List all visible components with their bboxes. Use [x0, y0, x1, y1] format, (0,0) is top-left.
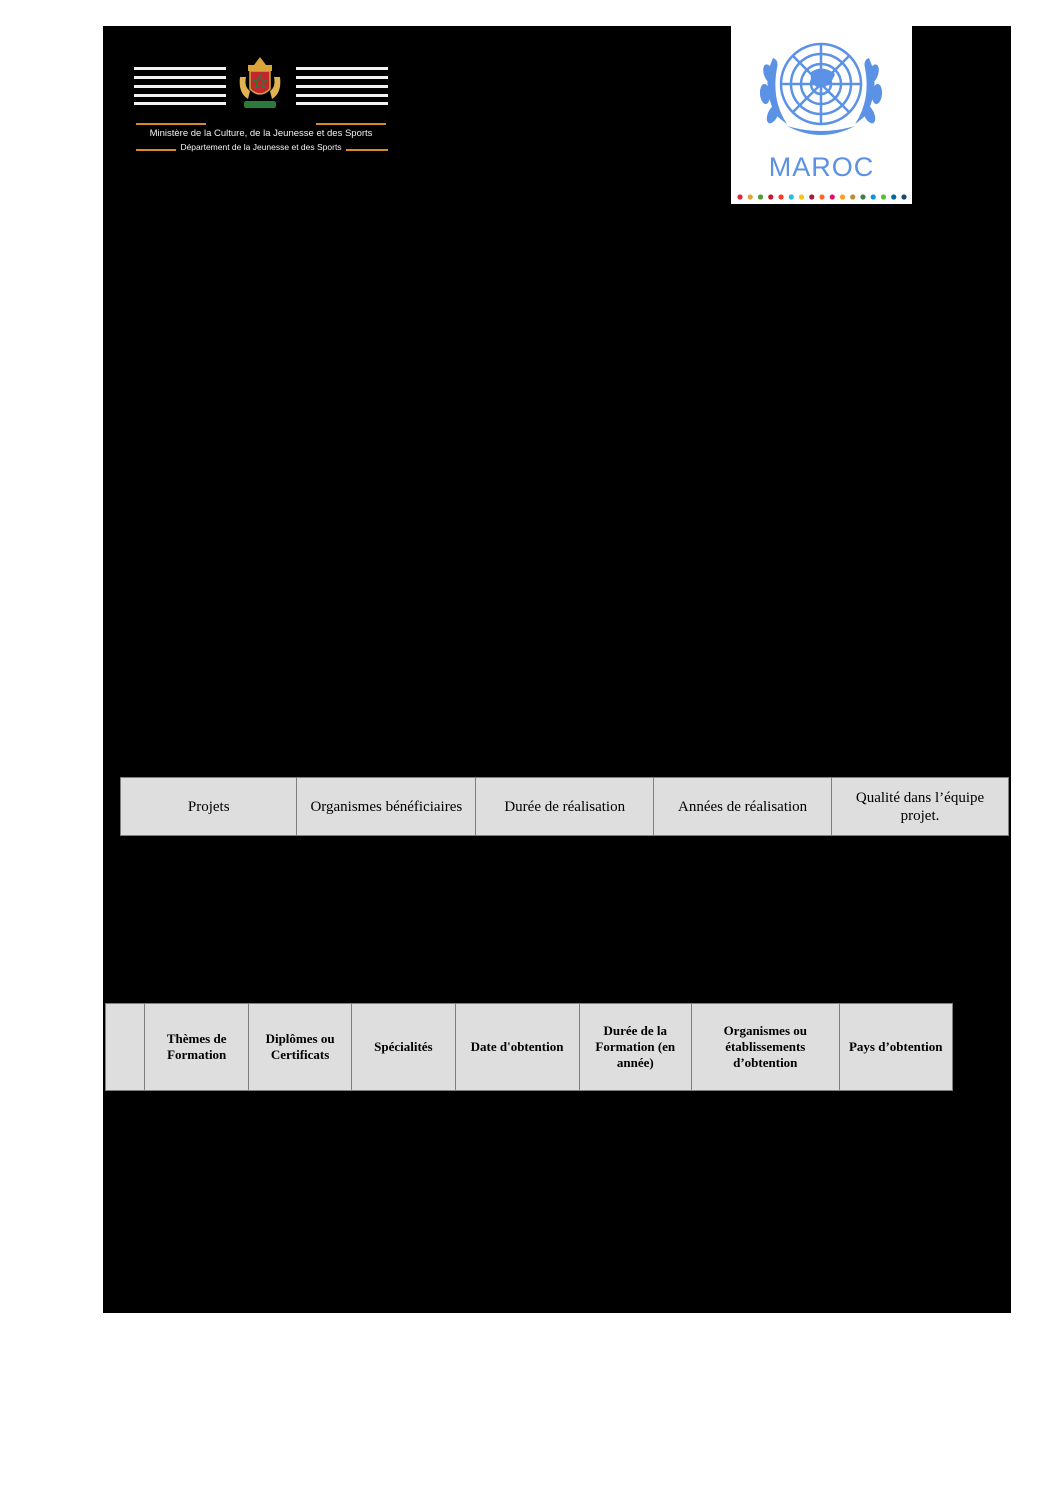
un-logo-label: MAROC: [768, 152, 875, 182]
sdg-dot: [778, 194, 783, 199]
ministry-title: Ministère de la Culture, de la Jeunesse et des Sports: [149, 128, 373, 139]
table-header-row: [121, 778, 1009, 836]
header-cell: Projets: [121, 778, 297, 836]
sdg-dot: [860, 194, 865, 199]
sdg-dot: [737, 194, 742, 199]
header-cell: Organismes ou établissements d’obtention: [692, 1004, 840, 1091]
sdg-dot: [881, 194, 886, 199]
formation-table: [105, 1003, 953, 1091]
ministry-department: Département de la Jeunesse et des Sports: [180, 142, 342, 152]
header-cell: Durée de la Formation (en année): [579, 1004, 692, 1091]
header-cell: Pays d’obtention: [839, 1004, 952, 1091]
sdg-dot: [758, 194, 763, 199]
un-emblem-icon: [751, 28, 891, 146]
sdg-dot: [840, 194, 845, 199]
sdg-dot: [901, 194, 906, 199]
sdg-dot: [748, 194, 753, 199]
sdg-dot: [850, 194, 855, 199]
sdg-color-dots: [736, 193, 908, 201]
sdg-dot: [830, 194, 835, 199]
sdg-dot: [809, 194, 814, 199]
header-cell: Thèmes de Formation: [145, 1004, 248, 1091]
header-cell: Date d'obtention: [455, 1004, 579, 1091]
sdg-dot: [799, 194, 804, 199]
moroccan-crest-icon: [236, 55, 284, 113]
header-cell: Diplômes ou Certificats: [248, 1004, 351, 1091]
header-cell: [106, 1004, 145, 1091]
ministry-logo: [130, 55, 392, 157]
header-cell: Années de réalisation: [654, 778, 832, 836]
header-cell: Spécialités: [352, 1004, 455, 1091]
sdg-dot: [819, 194, 824, 199]
sdg-dot: [768, 194, 773, 199]
header-cell: Qualité dans l’équipe projet.: [832, 778, 1009, 836]
sdg-dot: [871, 194, 876, 199]
header-cell: Durée de réalisation: [476, 778, 654, 836]
header-cell: Organismes bénéficiaires: [297, 778, 476, 836]
projects-table: [120, 777, 1009, 836]
un-maroc-logo: [731, 26, 912, 204]
sdg-dot: [789, 194, 794, 199]
table-header-row: [106, 1004, 953, 1091]
redacted-page-area: [103, 26, 1011, 1313]
sdg-dot: [891, 194, 896, 199]
